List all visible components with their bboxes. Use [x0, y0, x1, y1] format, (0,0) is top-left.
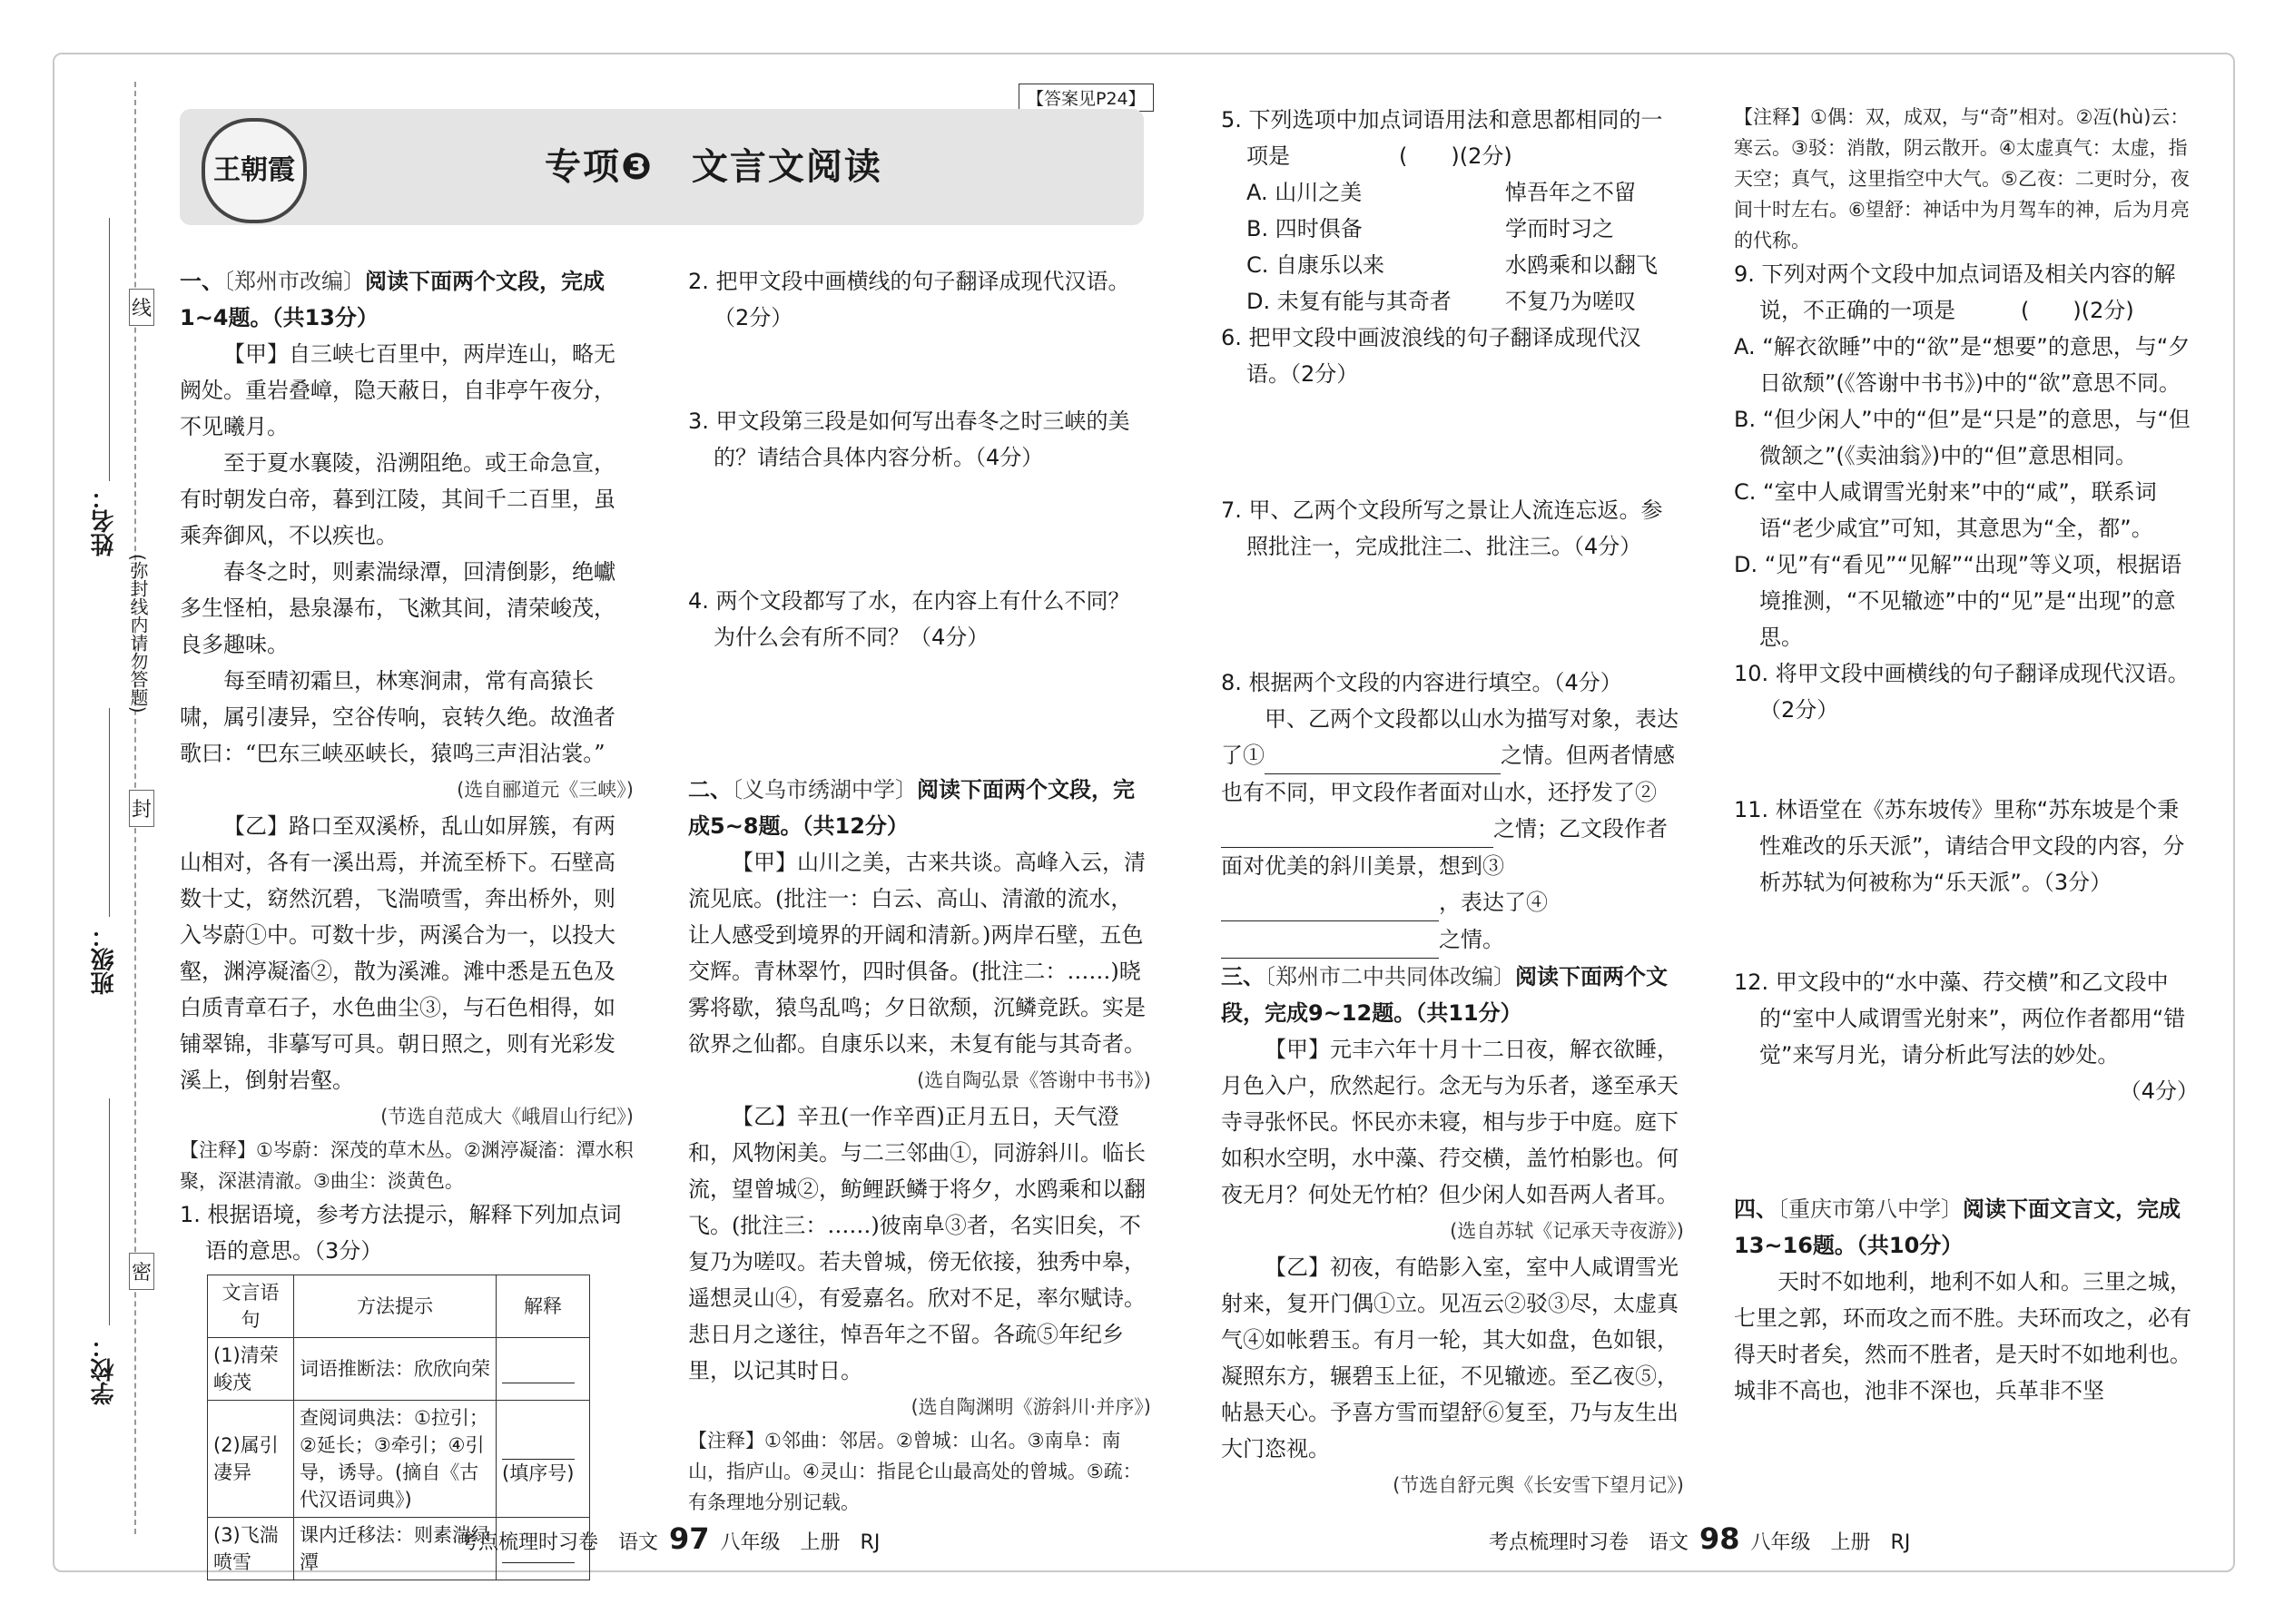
table-header: 解释	[497, 1275, 590, 1338]
passage-yi-source: (选自陶渊明《游斜川·并序》)	[911, 1396, 1151, 1418]
answer-space[interactable]	[1734, 901, 2199, 964]
passage-jia-1: 【甲】自三峡七百里中，两岸连山，略无阙处。重岩叠嶂，隐天蔽日，自非亭午夜分，不见曦月。	[180, 341, 615, 439]
question-9: 9. 下列对两个文段中加点词语及相关内容的解说，不正确的一项是 ( )(2分)	[1734, 261, 2176, 323]
passage-yi: 【乙】初夜，有皓影入室，室中人咸谓雪光射来，复开门偶①立。见冱云②驳③尽，太虚真气④如帐碧玉。有月一轮，其大如盘，色如银，凝照东方，辗碧玉上征，不见辙迹。至乙夜⑤，帖悬天心。予喜方雪而望舒⑥复至，乃与友生出大门恣视。	[1221, 1255, 1679, 1462]
answer-space[interactable]	[688, 655, 1151, 772]
passage-jia-2: 至于夏水襄陵，沿溯阻绝。或王命急宣，有时朝发白帝，暮到江陵，其间千二百里，虽乘奔御风，不以疾也。	[180, 450, 615, 548]
question-3: 3. 甲文段第三段是如何写出春冬之时三峡的美的？请结合具体内容分析。（4分）	[688, 408, 1130, 470]
answer-cell[interactable]	[497, 1338, 590, 1401]
blank-3[interactable]	[1221, 884, 1439, 921]
passage-yi: 【乙】辛丑(一作辛酉)正月五日，天气澄和，风物闲美。与二三邻曲①，同游斜川。临长流，望曾城②，鲂鲤跃鳞于将夕，水鸥乘和以翻飞。(批注三：……)彼南阜③者，名实旧矣，不复乃为嗟叹。若夫曾城，傍无依接，独秀中皋，遥想灵山④，有爱嘉名。欣对不足，率尔赋诗。悲日月之遂往，悼吾年之不留。各疏⑤年纪乡里，以记其时日。	[688, 1104, 1146, 1383]
answer-space[interactable]	[1221, 565, 1684, 664]
question-10: 10. 将甲文段中画横线的句子翻译成现代汉语。（2分）	[1734, 661, 2190, 723]
option-b: B. 四时俱备 学而时习之	[1246, 216, 1614, 241]
question-4: 4. 两个文段都写了水，在内容上有什么不同？为什么会有所不同？（4分）	[688, 588, 1130, 650]
passage-jia: 【甲】元丰六年十月十二日夜，解衣欲睡，月色入户，欣然起行。念无与为乐者，遂至承天寺寻张怀民。怀民亦未寝，相与步于中庭。庭下如积水空明，水中藻、荇交横，盖竹柏影也。何夜无月？何处无竹柏？但少闲人如吾两人者耳。	[1221, 1037, 1679, 1207]
question-12-score: （4分）	[2119, 1078, 2199, 1104]
option-a: A. 山川之美 悼吾年之不留	[1246, 180, 1636, 205]
answer-space[interactable]	[688, 336, 1151, 403]
passage-yi-source: (节选自舒元舆《长安雪下望月记》)	[1393, 1474, 1684, 1496]
school-label: 学校：	[91, 1334, 118, 1405]
table-row: (1)清荣峻茂 词语推断法：欣欣向荣	[208, 1338, 590, 1401]
section-2-heading: 二、〔义乌市绣湖中学〕阅读下面两个文段，完成5~8题。（共12分）	[688, 777, 1135, 839]
school-line[interactable]	[109, 1098, 110, 1325]
table-header: 文言语句	[208, 1275, 294, 1338]
class-line[interactable]	[109, 708, 110, 917]
passage-jia-source: (选自苏轼《记承天寺夜游》)	[1450, 1220, 1684, 1242]
logo-text: 王朝霞	[213, 154, 295, 186]
answer-space[interactable]	[1734, 1109, 2199, 1191]
question-5: 5. 下列选项中加点词语用法和意思都相同的一项是 ( )(2分)	[1221, 107, 1663, 169]
table-header: 方法提示	[294, 1275, 497, 1338]
brand-logo	[202, 118, 307, 223]
passage-yi-source: (节选自范成大《峨眉山行纪》)	[380, 1106, 634, 1127]
question-2: 2. 把甲文段中画横线的句子翻译成现代汉语。（2分）	[688, 269, 1130, 330]
name-label: 姓名：	[91, 486, 118, 556]
question-8-fill: 甲、乙两个文段都以山水为描写对象，表达了① 之情。但两者情感也有不同，甲文段作者面对山水，还抒发了② 之情；乙文段作者面对优美的斜川美景，想到③ ，表达了④ 之情。	[1221, 701, 1684, 959]
option-c: C. 自康乐以来 水鸥乘和以翻飞	[1246, 252, 1658, 278]
passage: 天时不如地利，地利不如人和。三里之城，七里之郭，环而攻之而不胜。夫环而攻之，必有得天时者矣，然而不胜者，是天时不如地利也。城非不高也，池非不深也，兵革非不坚	[1734, 1269, 2191, 1403]
question-6: 6. 把甲文段中画波浪线的句子翻译成现代汉语。（2分）	[1221, 325, 1641, 387]
seal-mark-line: 线	[129, 289, 154, 326]
question-1: 1. 根据语境，参考方法提示，解释下列加点词语的意思。（3分）	[180, 1202, 622, 1264]
answer-cell[interactable]: (填序号)	[497, 1401, 590, 1518]
blank-2[interactable]	[1221, 811, 1493, 848]
passage-jia-3: 春冬之时，则素湍绿潭，回清倒影，绝巘多生怪柏，悬泉瀑布，飞漱其间，清荣峻茂，良多趣味。	[180, 559, 615, 657]
table-row: (3)飞湍喷雪 课内迁移法：则素湍绿潭	[208, 1518, 590, 1580]
table-row: (2)属引凄异 查阅词典法：①拉引；②延长；③牵引；④引导，诱导。(摘自《古代汉语词典》) (填序号)	[208, 1401, 590, 1518]
column-3	[1221, 102, 1684, 1503]
section-3-heading: 三、〔郑州市二中共同体改编〕阅读下面两个文段，完成9~12题。（共11分）	[1221, 964, 1668, 1026]
column-2	[688, 263, 1151, 1518]
blank-4[interactable]	[1221, 921, 1439, 959]
question-7: 7. 甲、乙两个文段所写之景让人流连忘返。参照批注一，完成批注二、批注三。（4分）	[1221, 497, 1663, 559]
passage-yi: 【乙】路口至双溪桥，乱山如屏簇，有两山相对，各有一溪出焉，并流至桥下。石壁高数十丈，窈然沉碧，飞湍喷雪，奔出桥外，则入岑蔚①中。可数十步，两溪合为一，以投大壑，渊渟凝滀②，散为溪滩。滩中悉是五色及白质青章石子，水色曲尘③，与石色相得，如铺翠锦，非摹写可具。朝日照之，则有光彩发溪上，倒射岩壑。	[180, 813, 615, 1093]
answer-reference: 【答案见P24】	[1019, 84, 1154, 112]
option-d: D. “见”有“看见”“见解”“出现”等义项，根据语境推测，“不见辙迹”中的“见”是“出现”的意思。	[1734, 552, 2182, 650]
page-number-98: 98	[1699, 1521, 1740, 1556]
passage-jia: 【甲】山川之美，古来共谈。高峰入云，清流见底。(批注一：白云、高山、清澈的流水，让人感受到境界的开阔和清新。)两岸石壁，五色交辉。青林翠竹，四时俱备。(批注二：……)晓雾将歇，猿鸟乱鸣；夕日欲颓，沉鳞竞跃。实是欲界之仙都。自康乐以来，未复有能与其奇者。	[688, 850, 1146, 1057]
option-c: C. “室中人咸谓雪光射来”中的“咸”，联系词语“老少咸宜”可知，其意思为“全，都”。	[1734, 479, 2157, 541]
page-number-97: 97	[669, 1521, 710, 1556]
seal-mark-secret: 密	[129, 1253, 154, 1290]
passage-jia-source: (选自郦道元《三峡》)	[457, 779, 634, 801]
section-4-heading: 四、〔重庆市第八中学〕阅读下面文言文，完成13~16题。（共10分）	[1734, 1196, 2181, 1258]
passage-jia-source: (选自陶弘景《答谢中书书》)	[917, 1069, 1151, 1091]
seal-mark-seal: 封	[129, 790, 154, 827]
annotation: 【注释】①邻曲：邻居。②曾城：山名。③南阜：南山，指庐山。④灵山：指昆仑山最高处的曾城。⑤疏：有条理地分别记载。	[688, 1430, 1142, 1513]
question-11: 11. 林语堂在《苏东坡传》里称“苏东坡是个秉性难改的乐天派”，请结合甲文段的内容，分析苏轼为何被称为“乐天派”。（3分）	[1734, 797, 2185, 895]
class-label: 班级：	[91, 924, 118, 995]
page-title: 专项❸ 文言文阅读	[545, 146, 882, 188]
section-1-heading: 一、〔郑州市改编〕阅读下面两个文段，完成1~4题。（共13分）	[180, 269, 605, 330]
answer-space[interactable]	[1221, 392, 1684, 492]
question-12: 12. 甲文段中的“水中藻、荇交横”和乙文段中的“室中人咸谓雪光射来”，两位作者都用“错觉”来写月光，请分析此写法的妙处。	[1734, 969, 2186, 1068]
option-d: D. 未复有能与其奇者 不复乃为嗟叹	[1246, 289, 1636, 314]
annotation: 【注释】①偶：双，成双，与“奇”相对。②冱(hù)云：寒云。③驳：消散，阴云散开。④太虚真气：太虚，指天空；真气，这里指空中大气。⑤乙夜：二更时分，夜间十时左右。⑥望舒：神话中为月驾车的神，后为月亮的代称。	[1734, 106, 2190, 251]
option-a: A. “解衣欲睡”中的“欲”是“想要”的意思，与“夕日欲颓”(《答谢中书书》)中的“欲”意思不同。	[1734, 334, 2191, 396]
passage-jia-4: 每至晴初霜旦，林寒涧肃，常有高猿长啸，属引凄异，空谷传响，哀转久绝。故渔者歌曰：“巴东三峡巫峡长，猿鸣三声泪沾裳。”	[180, 668, 615, 766]
footer-left: 考点梳理时习卷 语文 97 八年级 上册 RJ	[458, 1521, 881, 1556]
blank-1[interactable]	[1265, 737, 1501, 774]
option-b: B. “但少闲人”中的“但”是“只是”的意思，与“但微颔之”(《卖油翁》)中的“但”意思相同。	[1734, 407, 2191, 468]
answer-space[interactable]	[688, 476, 1151, 583]
binding-note: (弥封线内请勿答题)	[127, 554, 149, 714]
answer-space[interactable]	[1734, 728, 2199, 792]
question-8: 8. 根据两个文段的内容进行填空。（4分）	[1221, 670, 1622, 695]
footer-right: 考点梳理时习卷 语文 98 八年级 上册 RJ	[1489, 1521, 1911, 1556]
name-line[interactable]	[109, 218, 110, 481]
annotation: 【注释】①岑蔚：深茂的草木丛。②渊渟凝滀：潭水积聚，深湛清澈。③曲尘：淡黄色。	[180, 1139, 634, 1192]
column-4	[1734, 102, 2199, 1409]
column-1	[180, 263, 634, 1580]
